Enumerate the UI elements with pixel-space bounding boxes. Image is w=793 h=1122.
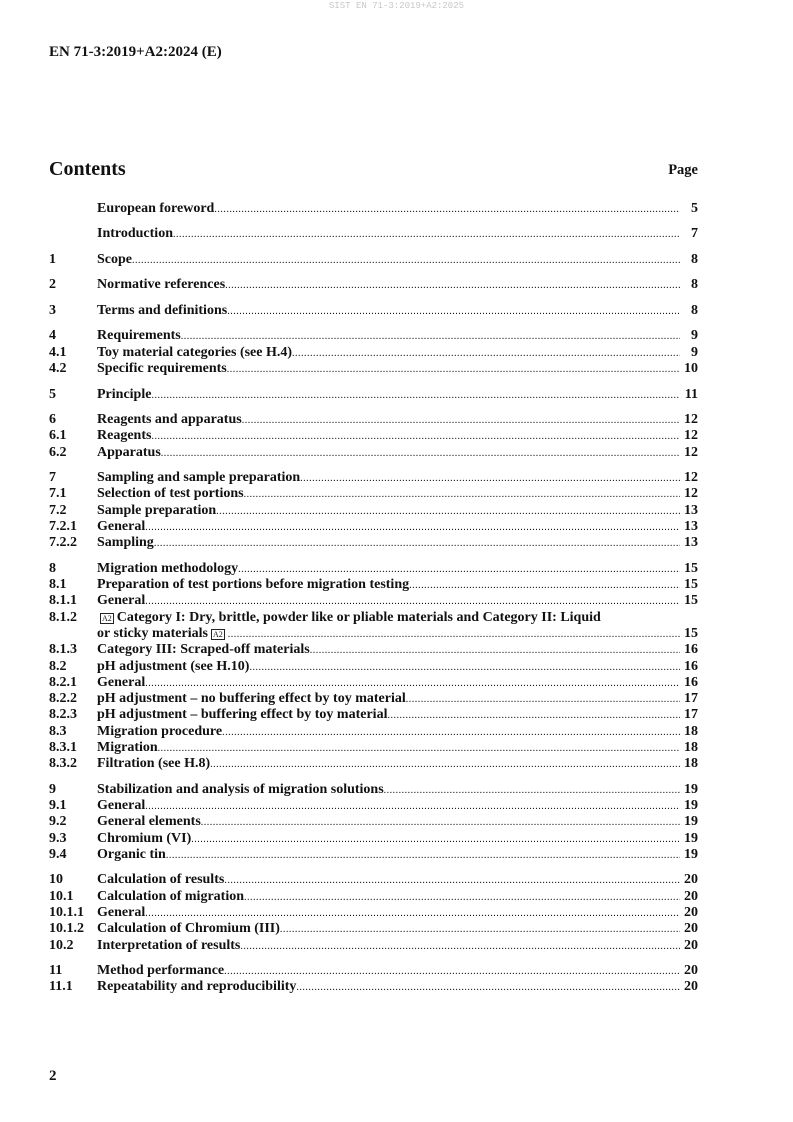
- toc-group: [49, 470, 698, 551]
- toc-entry[interactable]: [49, 593, 698, 609]
- toc-entry-page: 15: [684, 625, 698, 641]
- toc-entry-title: Preparation of test portions before migration testing: [97, 577, 410, 593]
- toc-entry-number: 7.2.1: [49, 518, 77, 534]
- toc-entry-title: Organic tin: [97, 846, 166, 862]
- toc-entry-number: 5: [49, 386, 56, 402]
- toc-entry[interactable]: [49, 535, 698, 551]
- dot-leader: [384, 783, 680, 799]
- toc-entry-number: 4: [49, 328, 56, 344]
- dot-leader: [151, 388, 680, 404]
- toc-entry-page: 18: [684, 740, 698, 755]
- dot-leader: [227, 362, 680, 378]
- toc-entry[interactable]: [49, 428, 698, 444]
- toc-entry-title: Reagents: [97, 428, 152, 444]
- toc-entry-page: 15: [684, 577, 698, 593]
- dot-leader: [181, 329, 680, 345]
- toc-entry-page: 19: [684, 798, 698, 814]
- toc-entry[interactable]: [49, 642, 698, 658]
- toc-entry[interactable]: [49, 610, 698, 626]
- toc-entry-page: 17: [684, 707, 698, 723]
- toc-entry-page: 13: [684, 535, 698, 551]
- toc-entry[interactable]: [49, 659, 698, 675]
- toc-entry-title: Chromium (VI): [97, 830, 192, 846]
- toc-entry-page: 15: [684, 593, 698, 609]
- toc-entry-number: 10.2: [49, 937, 74, 953]
- toc-entry-number: 8.1: [49, 577, 67, 593]
- toc-entry[interactable]: [49, 361, 698, 377]
- toc-entry[interactable]: [49, 345, 698, 361]
- table-of-contents: [49, 201, 698, 1005]
- dot-leader: [145, 799, 680, 815]
- toc-entry-title: Method performance: [97, 963, 225, 979]
- toc-group: [49, 252, 698, 268]
- toc-entry-number: 1: [49, 251, 56, 267]
- dot-leader: [292, 346, 680, 362]
- page-number: 2: [49, 1068, 57, 1084]
- toc-entry-page: 18: [684, 756, 698, 772]
- toc-entry-title: Stabilization and analysis of migration solutions: [97, 781, 384, 797]
- dot-leader: [238, 562, 680, 578]
- toc-entry-title: General: [97, 798, 146, 814]
- dot-leader: [145, 520, 680, 536]
- dot-leader: [296, 980, 680, 996]
- dot-leader: [145, 594, 680, 610]
- dot-leader: [158, 741, 680, 757]
- toc-entry-number: 8.1.2: [49, 609, 77, 625]
- dot-leader: [154, 536, 680, 552]
- dot-leader: [210, 757, 680, 773]
- toc-entry-number: 7.2: [49, 502, 67, 518]
- toc-entry-title: Normative references: [97, 277, 226, 293]
- toc-entry-number: 7: [49, 470, 56, 486]
- contents-heading: Contents: [49, 158, 126, 180]
- toc-group: [49, 412, 698, 461]
- toc-entry[interactable]: [49, 691, 698, 707]
- toc-entry-title: Toy material categories (see H.4): [97, 344, 293, 360]
- toc-entry[interactable]: [49, 503, 698, 519]
- dot-leader: [224, 873, 680, 889]
- toc-entry-number: 7.2.2: [49, 535, 77, 551]
- dot-leader: [201, 815, 680, 831]
- toc-entry-page: 12: [684, 411, 698, 427]
- toc-entry-page: 12: [684, 470, 698, 486]
- toc-entry-title: Calculation of results: [97, 872, 225, 888]
- toc-entry-number: 2: [49, 277, 56, 293]
- toc-group: [49, 328, 698, 377]
- dot-leader: [280, 922, 680, 938]
- dot-leader: [387, 708, 680, 724]
- toc-entry-number: 9.1: [49, 798, 67, 814]
- toc-entry-title: Scope: [97, 251, 132, 267]
- toc-entry-page: 8: [691, 277, 698, 293]
- toc-entry[interactable]: [49, 577, 698, 593]
- toc-entry-page: 19: [684, 830, 698, 846]
- toc-entry[interactable]: [49, 756, 698, 772]
- toc-entry-number: 7.1: [49, 486, 67, 502]
- dot-leader: [173, 227, 680, 243]
- toc-entry-number: 10: [49, 872, 63, 888]
- toc-entry-page: 15: [684, 560, 698, 576]
- toc-entry-page: 19: [684, 814, 698, 830]
- toc-entry-title: Interpretation of results: [97, 937, 241, 953]
- toc-group: [49, 303, 698, 319]
- toc-entry-number: 8.2.1: [49, 674, 77, 690]
- toc-entry[interactable]: [49, 921, 698, 937]
- toc-entry-page: 20: [684, 888, 698, 904]
- toc-entry[interactable]: [49, 938, 698, 954]
- dot-leader: [222, 725, 680, 741]
- toc-entry-page: 18: [684, 723, 698, 739]
- watermark: SIST EN 71-3:2019+A2:2025: [328, 1, 465, 11]
- toc-entry-page: 16: [684, 642, 698, 658]
- dot-leader: [161, 446, 680, 462]
- toc-entry-number: 8.3.1: [49, 740, 77, 755]
- dot-leader: [214, 202, 680, 218]
- toc-entry[interactable]: [49, 889, 698, 905]
- toc-entry-page: 13: [684, 518, 698, 534]
- toc-entry-title: Filtration (see H.8): [97, 756, 211, 772]
- toc-entry[interactable]: [49, 387, 698, 403]
- toc-entry[interactable]: [49, 963, 698, 979]
- dot-leader: [225, 278, 680, 294]
- toc-entry-title: Migration procedure: [97, 723, 223, 739]
- toc-entry[interactable]: [49, 519, 698, 535]
- toc-entry[interactable]: [49, 470, 698, 486]
- dot-leader: [145, 676, 680, 692]
- toc-group: [49, 387, 698, 403]
- toc-entry-page: 20: [684, 872, 698, 888]
- toc-entry-page: 10: [684, 361, 698, 377]
- toc-entry-number: 8.1.3: [49, 642, 77, 658]
- toc-entry[interactable]: [49, 905, 698, 921]
- toc-entry[interactable]: [49, 798, 698, 814]
- toc-entry-page: 12: [684, 428, 698, 444]
- dot-leader: [228, 627, 680, 643]
- toc-entry-number: 9: [49, 781, 56, 797]
- toc-entry-title: pH adjustment – buffering effect by toy material: [97, 707, 388, 723]
- dot-leader: [151, 429, 680, 445]
- toc-entry-number: 8.1.1: [49, 593, 77, 609]
- toc-entry-title: General elements: [97, 814, 201, 830]
- toc-entry-title: Category I: Dry, brittle, powder like or pliable materials and Category II: Liquid: [116, 609, 601, 625]
- dot-leader: [145, 906, 680, 922]
- toc-entry-number: 8.3: [49, 723, 67, 739]
- toc-entry[interactable]: [49, 303, 698, 319]
- toc-entry-page: 7: [691, 226, 698, 242]
- toc-entry-page: 12: [684, 486, 698, 502]
- toc-entry-number: 9.2: [49, 814, 67, 830]
- toc-entry-number: 3: [49, 302, 56, 318]
- page-column-heading: Page: [668, 162, 698, 178]
- toc-entry[interactable]: [49, 486, 698, 502]
- toc-entry-number: 4.2: [49, 361, 67, 377]
- toc-entry-page: 9: [691, 344, 698, 360]
- amendment-start-marker-icon: A2: [102, 613, 112, 623]
- toc-entry[interactable]: [49, 814, 698, 830]
- document-id-header: EN 71-3:2019+A2:2024 (E): [49, 44, 222, 60]
- toc-entry-page: 8: [691, 302, 698, 318]
- toc-entry-title: Migration methodology: [97, 560, 239, 576]
- toc-entry-page: 20: [684, 921, 698, 937]
- toc-entry[interactable]: [49, 675, 698, 691]
- toc-entry[interactable]: [49, 979, 698, 995]
- toc-entry-title: Terms and definitions: [97, 302, 228, 318]
- toc-entry-page: 19: [684, 781, 698, 797]
- toc-entry-page: 13: [684, 502, 698, 518]
- dot-leader: [409, 578, 680, 594]
- dot-leader: [132, 253, 680, 269]
- toc-group: [49, 201, 698, 217]
- toc-entry-title: Migration: [97, 740, 158, 755]
- toc-entry-page: 20: [684, 979, 698, 995]
- toc-entry-title: Selection of test portions: [97, 486, 244, 502]
- dot-leader: [227, 304, 680, 320]
- toc-entry-number: 8.2.3: [49, 707, 77, 723]
- toc-entry-title: General: [97, 674, 146, 690]
- toc-entry[interactable]: [49, 445, 698, 461]
- toc-entry-number: 11.1: [49, 979, 73, 995]
- dot-leader: [191, 832, 680, 848]
- toc-entry-page: 16: [684, 658, 698, 674]
- toc-entry-title: Repeatability and reproducibility: [97, 979, 297, 995]
- toc-entry-title: Sampling: [97, 535, 154, 551]
- toc-group: [49, 226, 698, 242]
- dot-leader: [310, 643, 680, 659]
- toc-entry[interactable]: [49, 831, 698, 847]
- toc-entry-page: 11: [684, 386, 698, 402]
- dot-leader: [166, 848, 680, 864]
- toc-entry[interactable]: [49, 412, 698, 428]
- toc-entry-number: 9.3: [49, 830, 67, 846]
- toc-entry-title: European foreword: [97, 201, 215, 216]
- toc-entry[interactable]: [49, 707, 698, 723]
- toc-entry-number: 8.3.2: [49, 756, 77, 772]
- toc-entry[interactable]: [49, 626, 698, 642]
- toc-entry[interactable]: [49, 277, 698, 293]
- dot-leader: [406, 692, 680, 708]
- toc-entry-number: 10.1.2: [49, 921, 84, 937]
- toc-group: [49, 872, 698, 953]
- toc-entry-page: 9: [691, 328, 698, 344]
- toc-entry[interactable]: [49, 724, 698, 740]
- toc-entry-number: 8.2: [49, 658, 67, 674]
- toc-entry-title: pH adjustment (see H.10): [97, 658, 250, 674]
- toc-entry-number: 6.2: [49, 444, 67, 460]
- toc-entry-title: or sticky materials: [97, 625, 208, 641]
- toc-entry-number: 9.4: [49, 846, 67, 862]
- toc-entry-page: 19: [684, 846, 698, 862]
- toc-entry[interactable]: [49, 328, 698, 344]
- toc-entry[interactable]: [49, 201, 698, 217]
- toc-entry-title: Apparatus: [97, 444, 161, 460]
- toc-entry-page: 5: [691, 201, 698, 216]
- toc-entry[interactable]: [49, 740, 698, 756]
- toc-entry-title: pH adjustment – no buffering effect by toy material: [97, 691, 406, 707]
- toc-entry-number: 4.1: [49, 344, 67, 360]
- dot-leader: [300, 471, 680, 487]
- toc-entry[interactable]: [49, 561, 698, 577]
- toc-entry-page: 20: [684, 905, 698, 921]
- toc-entry[interactable]: [49, 782, 698, 798]
- toc-entry-number: 8: [49, 560, 56, 576]
- toc-entry-page: 17: [684, 691, 698, 707]
- toc-entry-title: Reagents and apparatus: [97, 411, 242, 427]
- toc-entry-page: 20: [684, 937, 698, 953]
- toc-entry-title: General: [97, 593, 146, 609]
- toc-entry-page: 12: [684, 444, 698, 460]
- toc-entry-title: Introduction: [97, 226, 173, 242]
- toc-group: [49, 963, 698, 996]
- toc-entry-page: 20: [684, 963, 698, 979]
- toc-entry-title: Principle: [97, 386, 152, 402]
- toc-group: [49, 277, 698, 293]
- toc-entry-number: 6.1: [49, 428, 67, 444]
- toc-entry-number: 6: [49, 411, 56, 427]
- toc-entry-title: Sample preparation: [97, 502, 217, 518]
- dot-leader: [216, 504, 680, 520]
- dot-leader: [244, 487, 680, 503]
- toc-entry-title: Specific requirements: [97, 361, 227, 377]
- toc-entry-number: 8.2.2: [49, 691, 77, 707]
- toc-entry-page: 16: [684, 674, 698, 690]
- toc-entry-title: Sampling and sample preparation: [97, 470, 301, 486]
- dot-leader: [242, 413, 680, 429]
- toc-group: [49, 561, 698, 773]
- toc-entry-title: General: [97, 905, 146, 921]
- toc-entry-title: General: [97, 518, 146, 534]
- toc-entry[interactable]: [49, 226, 698, 242]
- dot-leader: [249, 660, 680, 676]
- toc-entry-title: Calculation of migration: [97, 888, 244, 904]
- toc-entry[interactable]: [49, 872, 698, 888]
- toc-entry-number: 11: [49, 963, 63, 979]
- toc-entry-title: Requirements: [97, 328, 181, 344]
- toc-group: [49, 782, 698, 863]
- toc-entry-title: Calculation of Chromium (III): [97, 921, 280, 937]
- toc-entry[interactable]: [49, 847, 698, 863]
- dot-leader: [224, 964, 680, 980]
- dot-leader: [244, 890, 680, 906]
- toc-entry-number: 10.1.1: [49, 905, 84, 921]
- toc-entry-title: Category III: Scraped-off materials: [97, 642, 310, 658]
- dot-leader: [240, 939, 680, 955]
- toc-entry-number: 10.1: [49, 888, 74, 904]
- toc-entry[interactable]: [49, 252, 698, 268]
- toc-entry-page: 8: [691, 251, 698, 267]
- amendment-end-marker-icon: A2: [212, 629, 223, 639]
